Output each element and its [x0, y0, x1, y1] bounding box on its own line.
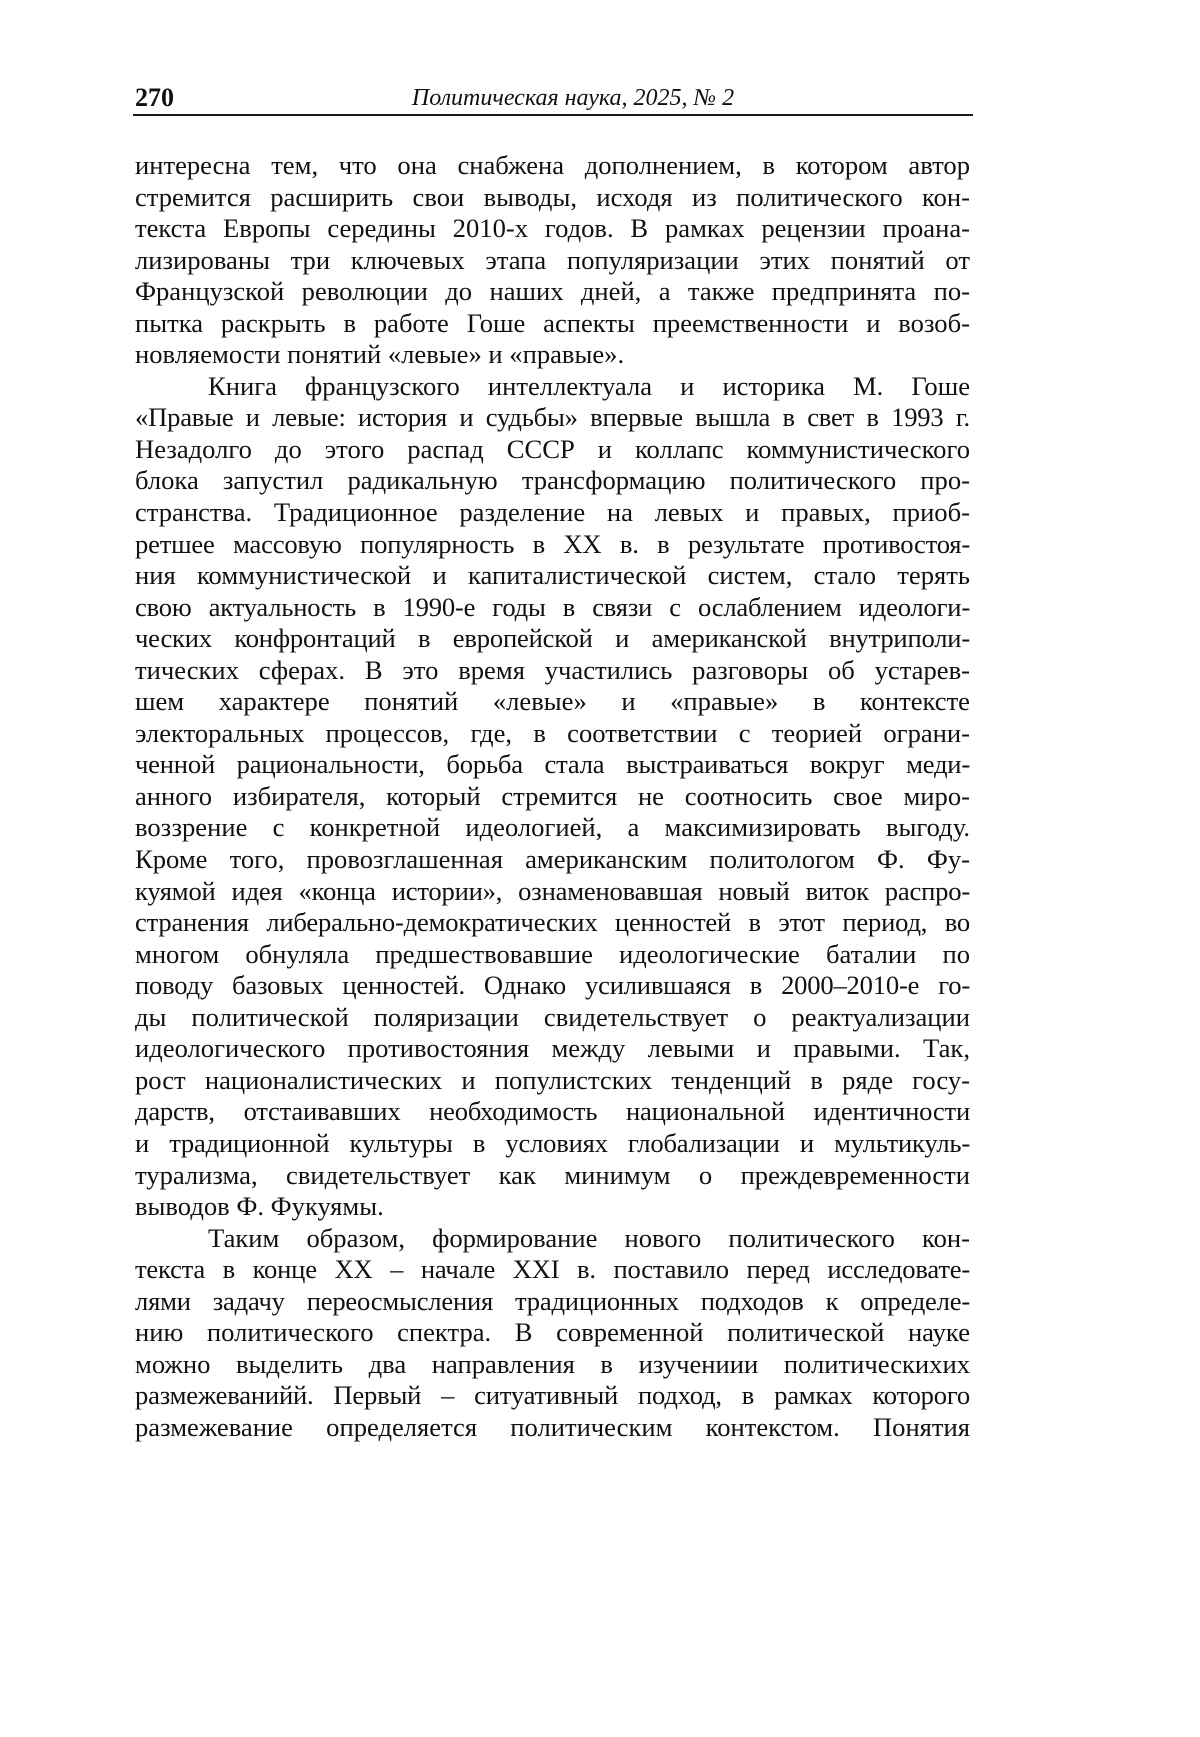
text-line: текста Европы середины 2010-х годов. В рамках рецензии проана-: [135, 213, 970, 244]
text-line: интересна тем, что она снабжена дополнением, в котором автор: [135, 150, 970, 180]
text-line: странения либерально-демократических ценностей в этот период, во: [135, 907, 970, 938]
text-line: ния коммунистической и капиталистической систем, стало терять: [135, 560, 970, 591]
text-line: «Правые и левые: история и судьбы» впервые вышла в свет в 1993 г.: [135, 402, 970, 433]
text-line: дарств, отстаивавших необходимость национальной идентичности: [135, 1096, 970, 1127]
text-line: идеологического противостояния между левыми и правыми. Так,: [135, 1033, 970, 1064]
text-line: воззрение с конкретной идеологией, а максимизировать выгоду.: [135, 812, 970, 843]
text-line: можно выделить два направления в изучениии политическихих: [135, 1348, 970, 1379]
text-line: размежевание определяется политическим контекстом. Понятия: [135, 1411, 970, 1442]
article-body: [135, 150, 970, 1443]
text-line: Кроме того, провозглашенная американским политологом Ф. Фу-: [135, 844, 970, 875]
text-line: поводу базовых ценностей. Однако усилившаяся в 2000–2010-е го-: [135, 970, 970, 1001]
text-line: тических сферах. В это время участились разговоры об устарев-: [135, 654, 970, 685]
text-line: размежеванийй. Первый – ситуативный подход, в рамках которого: [135, 1380, 970, 1411]
paragraph: [135, 371, 970, 1223]
journal-running-title: Политическая наука, 2025, № 2: [411, 85, 735, 111]
text-line: лями задачу переосмысления традиционных подходов к определе-: [135, 1285, 970, 1316]
text-line: лизированы три ключевых этапа популяризации этих понятий от: [135, 244, 970, 275]
text-line: новляемости понятий «левые» и «правые».: [135, 339, 625, 370]
running-header: [133, 84, 973, 116]
text-line: Таким образом, формирование нового политического кон-: [208, 1222, 970, 1253]
paragraph: [135, 150, 970, 371]
text-line: блока запустил радикальную трансформацию политического про-: [135, 465, 970, 496]
text-line: шем характере понятий «левые» и «правые» в контексте: [135, 686, 970, 717]
text-line: выводов Ф. Фукуямы.: [135, 1191, 384, 1222]
text-line: ченной рациональности, борьба стала выстраиваться вокруг меди-: [135, 749, 970, 780]
text-line: ретшее массовую популярность в XX в. в результате противостоя-: [135, 528, 970, 559]
text-line: свою актуальность в 1990-е годы в связи с ослаблением идеологи-: [135, 591, 970, 622]
text-line: нию политического спектра. В современной политической науке: [135, 1317, 970, 1348]
text-line: рост националистических и популистских тенденций в ряде госу-: [135, 1064, 970, 1095]
text-line: многом обнуляла предшествовавшие идеологические баталии по: [135, 938, 970, 969]
text-line: анного избирателя, который стремится не соотносить свое миро-: [135, 780, 970, 811]
page-number: 270: [135, 83, 174, 112]
text-line: странства. Традиционное разделение на левых и правых, приоб-: [135, 497, 970, 528]
text-line: и традиционной культуры в условиях глобализации и мультикуль-: [135, 1127, 970, 1158]
text-line: Незадолго до этого распад СССР и коллапс коммунистического: [135, 433, 970, 464]
text-line: электоральных процессов, где, в соответствии с теорией ограни-: [135, 717, 970, 748]
text-line: Книга французского интеллектуала и историка М. Гоше: [208, 370, 970, 401]
text-line: пытка раскрыть в работе Гоше аспекты преемственности и возоб-: [135, 307, 970, 338]
text-line: турализма, свидетельствует как минимум о преждевременности: [135, 1159, 970, 1190]
text-line: ды политической поляризации свидетельствует о реактуализации: [135, 1001, 970, 1032]
text-line: стремится расширить свои выводы, исходя из политического кон-: [135, 181, 970, 212]
text-line: текста в конце XX – начале XXI в. поставило перед исследовате-: [135, 1254, 970, 1285]
text-line: ческих конфронтаций в европейской и американской внутриполи-: [135, 623, 970, 654]
text-line: куямой идея «конца истории», ознаменовавшая новый виток распро-: [135, 875, 970, 906]
text-line: Французской революции до наших дней, а также предпринята по-: [135, 276, 970, 307]
paragraph: [135, 1223, 970, 1444]
